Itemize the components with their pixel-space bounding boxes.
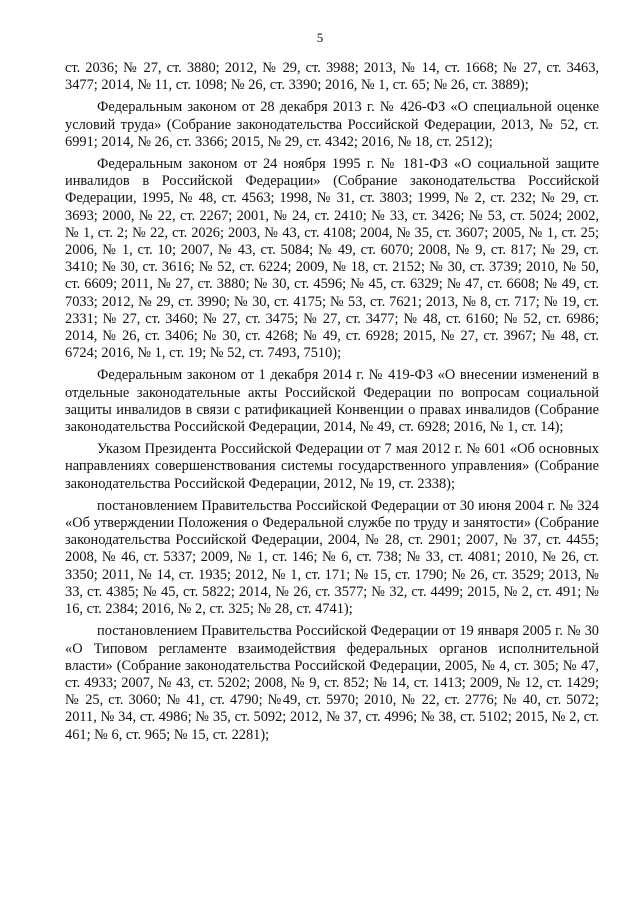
paragraph-law-419fz: Федеральным законом от 1 декабря 2014 г. № 419-ФЗ «О внесении изменений в отдельные законодательные акты Российской Федерации по вопросам социальной защиты инвалидов в связи с ратификацией Конвенции о правах инвалидов (Собрание законодательства Российской Федерации, 2014, № 49, ст. 6928; 2016, № 1, ст. 14); bbox=[65, 367, 599, 436]
paragraph-continuation: ст. 2036; № 27, ст. 3880; 2012, № 29, ст. 3988; 2013, № 14, ст. 1668; № 27, ст. 3463, 3477; 2014, № 11, ст. 1098; № 26, ст. 3390; 2016, № 1, ст. 65; № 26, ст. 3889); bbox=[65, 60, 599, 94]
paragraph-law-181fz: Федеральным законом от 24 ноября 1995 г. № 181-ФЗ «О социальной защите инвалидов в Российской Федерации» (Собрание законодательства Российской Федерации, 1995, № 48, ст. 4563; 1998, № 31, ст. 3803; 1999, № 2, ст. 232; № 29, ст. 3693; 2000, № 22, ст. 2267; 2001, № 24, ст. 2410; № 33, ст. 3426; № 53, ст. 5024; 2002, № 1, ст. 2; № 22, ст. 2026; 2003, № 43, ст. 4108; 2004, № 35, ст. 3607; 2005, № 1, ст. 25; 2006, № 1, ст. 10; 2007, № 43, ст. 5084; № 49, ст. 6070; 2008, № 9, ст. 817; № 29, ст. 3410; № 30, ст. 3616; № 52, ст. 6224; 2009, № 18, ст. 2152; № 30, ст. 3739; 2010, № 50, ст. 6609; 2011, № 27, ст. 3880; № 30, ст. 4596; № 45, ст. 6329; № 47, ст. 6608; № 49, ст. 7033; 2012, № 29, ст. 3990; № 30, ст. 4175; № 53, ст. 7621; 2013, № 8, ст. 717; № 19, ст. 2331; № 27, ст. 3460; № 27, ст. 3475; № 27, ст. 3477; № 48, ст. 6160; № 52, ст. 6986; 2014, № 26, ст. 3406; № 30, ст. 4268; № 49, ст. 6928; 2015, № 27, ст. 3967; № 48, ст. 6724; 2016, № 1, ст. 19; № 52, ст. 7493, 7510); bbox=[65, 156, 599, 362]
paragraph-law-426fz: Федеральным законом от 28 декабря 2013 г. № 426-ФЗ «О специальной оценке условий труда» (Собрание законодательства Российской Федерации, 2013, № 52, ст. 6991; 2014, № 26, ст. 3366; 2015, № 29, ст. 4342; 2016, № 18, ст. 2512); bbox=[65, 99, 599, 150]
page-number: 5 bbox=[316, 30, 324, 45]
document-body bbox=[65, 60, 599, 749]
paragraph-decree-601: Указом Президента Российской Федерации от 7 мая 2012 г. № 601 «Об основных направлениях совершенствования системы государственного управления» (Собрание законодательства Российской Федерации, 2012, № 19, ст. 2338); bbox=[65, 441, 599, 492]
paragraph-resolution-324: постановлением Правительства Российской Федерации от 30 июня 2004 г. № 324 «Об утверждении Положения о Федеральной службе по труду и занятости» (Собрание законодательства Российской Федерации, 2004, № 28, ст. 2901; 2007, № 37, ст. 4455; 2008, № 46, ст. 5337; 2009, № 1, ст. 146; № 6, ст. 738; № 33, ст. 4081; 2010, № 26, ст. 3350; 2011, № 14, ст. 1935; 2012, № 1, ст. 171; № 15, ст. 1790; № 26, ст. 3529; 2013, № 33, ст. 4385; № 45, ст. 5822; 2014, № 26, ст. 3577; № 32, ст. 4499; 2015, № 2, ст. 491; № 16, ст. 2384; 2016, № 2, ст. 325; № 28, ст. 4741); bbox=[65, 497, 599, 618]
paragraph-resolution-30: постановлением Правительства Российской Федерации от 19 января 2005 г. № 30 «О Типовом регламенте взаимодействия федеральных органов исполнительной власти» (Собрание законодательства Российской Федерации, 2005, № 4, ст. 305; № 47, ст. 4933; 2007, № 43, ст. 5202; 2008, № 9, ст. 852; № 14, ст. 1413; 2009, № 12, ст. 1429; № 25, ст. 3060; № 41, ст. 4790; №49, ст. 5970; 2010, № 22, ст. 2776; № 40, ст. 5072; 2011, № 34, ст. 4986; № 35, ст. 5092; 2012, № 37, ст. 4996; № 38, ст. 5102; 2015, № 2, ст. 461; № 6, ст. 965; № 15, ст. 2281); bbox=[65, 623, 599, 743]
